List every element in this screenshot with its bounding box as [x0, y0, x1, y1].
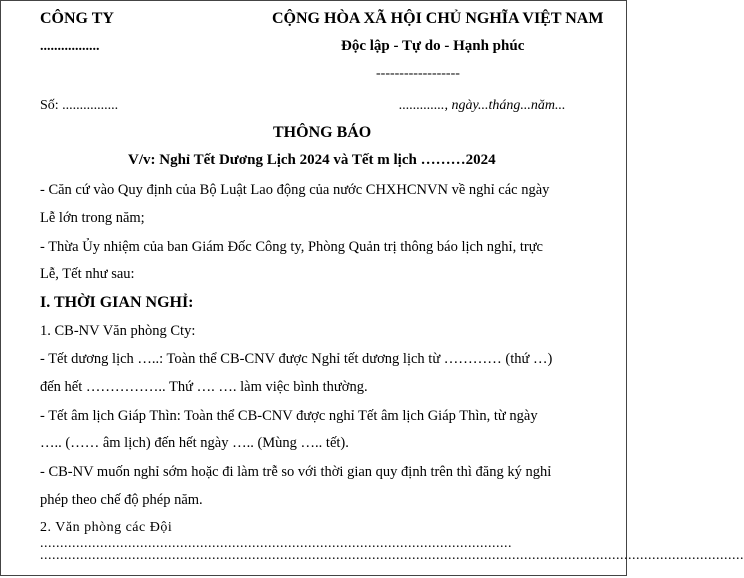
body-line-3: - Thừa Ủy nhiệm của ban Giám Đốc Công ty, Phòng Quản trị thông báo lịch nghỉ, trực — [40, 239, 543, 255]
dotted-fill-line: ................................................................................................................................................................................ — [40, 548, 744, 563]
body-line-4: Lễ, Tết như sau: — [40, 266, 135, 282]
nation-title: CỘNG HÒA XÃ HỘI CHỦ NGHĨA VIỆT NAM — [272, 10, 604, 27]
document-number: Số: ................ — [40, 98, 119, 113]
body-line-5: - Tết dương lịch …..: Toàn thể CB-CNV được Nghỉ tết dương lịch từ ………… (thứ …) — [40, 351, 553, 367]
body-line-2: Lễ lớn trong năm; — [40, 210, 145, 226]
company-dots: ................. — [40, 39, 100, 54]
body-line-10: phép theo chế độ phép năm. — [40, 492, 203, 508]
section-heading: I. THỜI GIAN NGHỈ: — [40, 294, 194, 311]
body-line-7: - Tết âm lịch Giáp Thìn: Toàn thể CB-CNV được nghỉ Tết âm lịch Giáp Thìn, từ ngày — [40, 408, 538, 424]
body-line-6: đến hết …………….. Thứ …. …. làm việc bình thường. — [40, 379, 368, 395]
item-office: 1. CB-NV Văn phòng Cty: — [40, 323, 196, 339]
document-subject: V/v: Nghỉ Tết Dương Lịch 2024 và Tết m lịch ………2024 — [128, 152, 496, 168]
body-line-8: ….. (…… âm lịch) đến hết ngày ….. (Mùng ….. tết). — [40, 435, 349, 451]
company-label: CÔNG TY — [40, 10, 114, 27]
date-line: ............., ngày...tháng...năm... — [399, 98, 566, 113]
body-line-1: - Căn cứ vào Quy định của Bộ Luật Lao động của nước CHXHCNVN về nghỉ các ngày — [40, 182, 550, 198]
document-title: THÔNG BÁO — [273, 124, 372, 141]
body-line-9: - CB-NV muốn nghỉ sớm hoặc đi làm trễ so với thời gian quy định trên thì đăng ký nghỉ — [40, 464, 552, 480]
motto-rule: ------------------ — [376, 66, 460, 81]
motto: Độc lập - Tự do - Hạnh phúc — [341, 38, 525, 54]
item-teams: 2. Văn phòng các Đội ...................................................................................................................... — [40, 520, 512, 551]
